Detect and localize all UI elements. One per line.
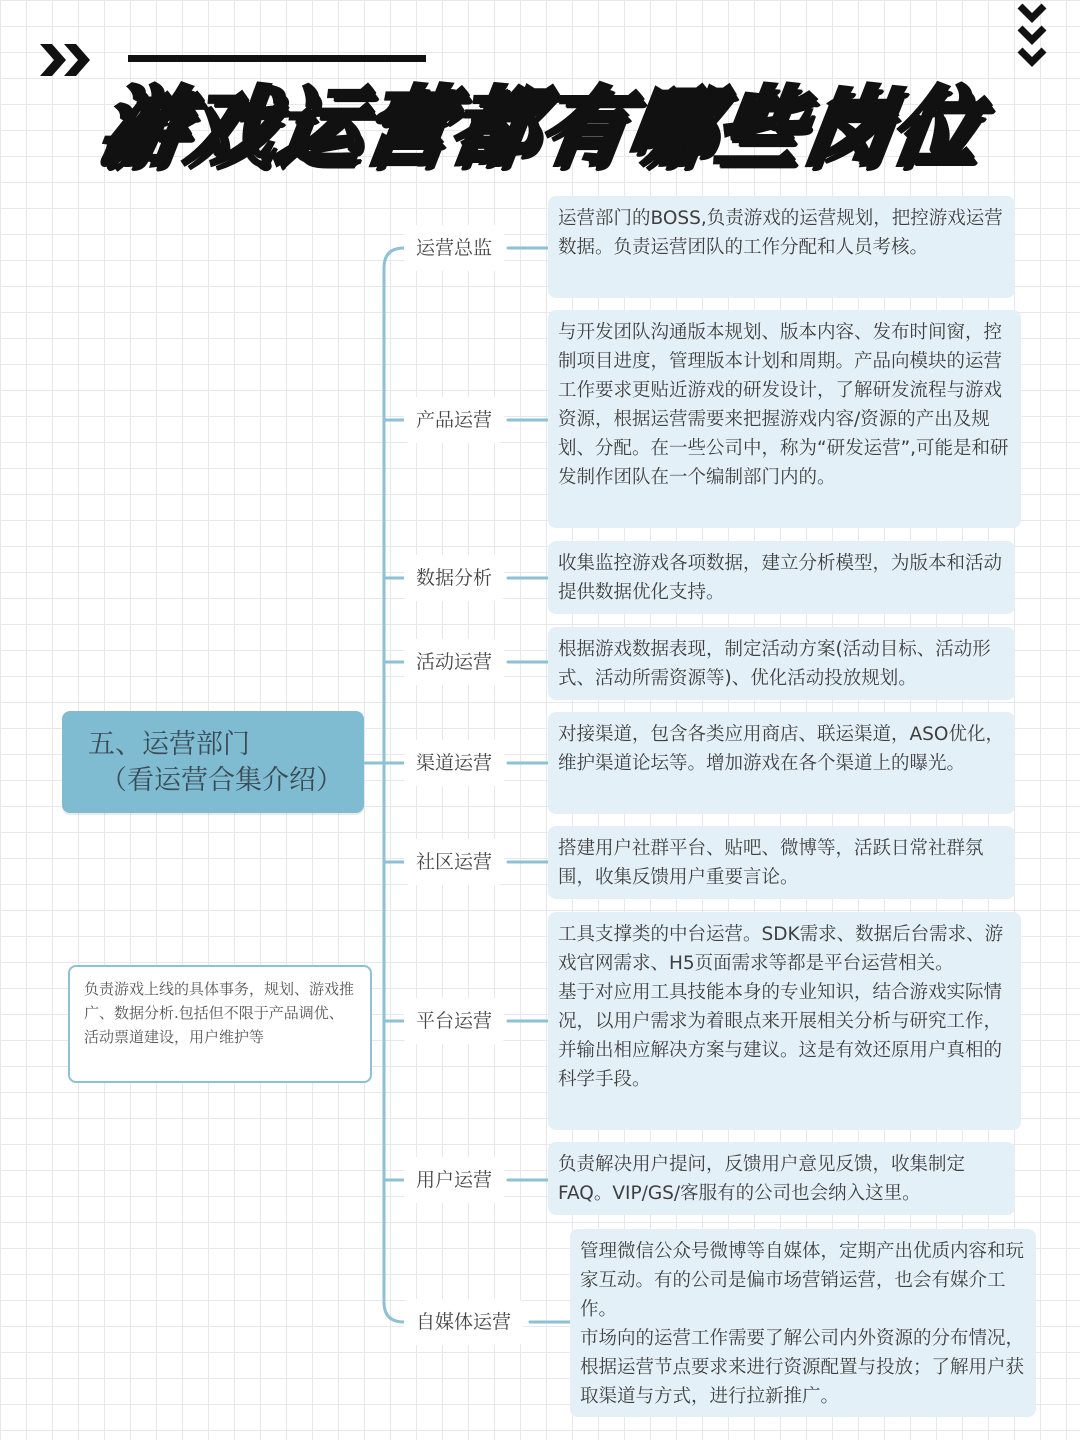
- description-text: 市场向的运营工作需要了解公司内外资源的分布情况，根据运营节点要求来进行资源配置与投放；了解用户获取渠道与方式，进行拉新推广。: [580, 1328, 1025, 1407]
- role-description-user-operations: [548, 1142, 1015, 1215]
- description-text: 对接渠道，包含各类应用商店、联运渠道，ASO优化，维护渠道论坛等。增加游戏在各个渠道上的曝光。: [558, 724, 1004, 774]
- role-description-platform-operations: [548, 912, 1021, 1130]
- description-text: 搭建用户社群平台、贴吧、微博等，活跃日常社群氛围，收集反馈用户重要言论。: [558, 838, 984, 888]
- role-node-self-media-operations: 自媒体运营: [404, 1299, 523, 1345]
- role-description-self-media-operations: [570, 1229, 1036, 1417]
- role-node-channel-operations: 渠道运营: [404, 740, 504, 786]
- note-box: 负责游戏上线的具体事务，规划、游戏推广、数据分析.包括但不限于产品调优、活动票道建设，用户维护等: [68, 965, 372, 1083]
- description-text: 负责解决用户提问，反馈用户意见反馈，收集制定FAQ。VIP/GS/客服有的公司也会纳入这里。: [558, 1154, 966, 1204]
- description-text: 工具支撑类的中台运营。SDK需求、数据后台需求、游戏官网需求、H5页面需求等都是平台运营相关。: [558, 924, 1004, 974]
- root-node-subtitle: （看运营合集介绍）: [100, 765, 343, 796]
- root-node-operations-department: [62, 711, 364, 813]
- role-description-operations-director: [548, 196, 1015, 298]
- role-node-operations-director: 运营总监: [404, 225, 504, 271]
- description-text: 运营部门的BOSS,负责游戏的运营规划，把控游戏运营数据。负责运营团队的工作分配和人员考核。: [558, 208, 1003, 258]
- role-node-data-analysis: 数据分析: [404, 555, 504, 601]
- role-description-channel-operations: [548, 712, 1015, 814]
- description-text: 根据游戏数据表现，制定活动方案(活动目标、活动形式、活动所需资源等)、优化活动投放规划。: [558, 639, 991, 689]
- role-node-user-operations: 用户运营: [404, 1157, 504, 1203]
- role-description-event-operations: [548, 627, 1015, 700]
- role-node-product-operations: 产品运营: [404, 397, 504, 443]
- description-text: 与开发团队沟通版本规划、版本内容、发布时间窗，控制项目进度，管理版本计划和周期。产品向模块的运营工作要求更贴近游戏的研发设计，了解研发流程与游戏资源，根据运营需要来把握游戏内容/资源的产出及规划、分配。在一些公司中，称为“研发运营”,可能是和研发制作团队在一个编制部门内的。: [558, 322, 1009, 488]
- role-node-community-operations: 社区运营: [404, 839, 504, 885]
- role-description-community-operations: [548, 826, 1015, 899]
- page-title: 游戏运营都有哪些岗位: [92, 78, 988, 178]
- root-node-title: 五、运营部门: [88, 729, 250, 760]
- description-text: 收集监控游戏各项数据，建立分析模型，为版本和活动提供数据优化支持。: [558, 553, 1003, 603]
- description-text: 管理微信公众号微博等自媒体，定期产出优质内容和玩家互动。有的公司是偏市场营销运营，也会有媒介工作。: [580, 1241, 1025, 1320]
- role-description-data-analysis: [548, 541, 1015, 614]
- description-text: 基于对应用工具技能本身的专业知识，结合游戏实际情况，以用户需求为着眼点来开展相关分析与研究工作，并输出相应解决方案与建议。这是有效还原用户真相的科学手段。: [558, 982, 1003, 1090]
- role-node-event-operations: 活动运营: [404, 639, 504, 685]
- role-node-platform-operations: 平台运营: [404, 998, 504, 1044]
- role-description-product-operations: [548, 310, 1021, 528]
